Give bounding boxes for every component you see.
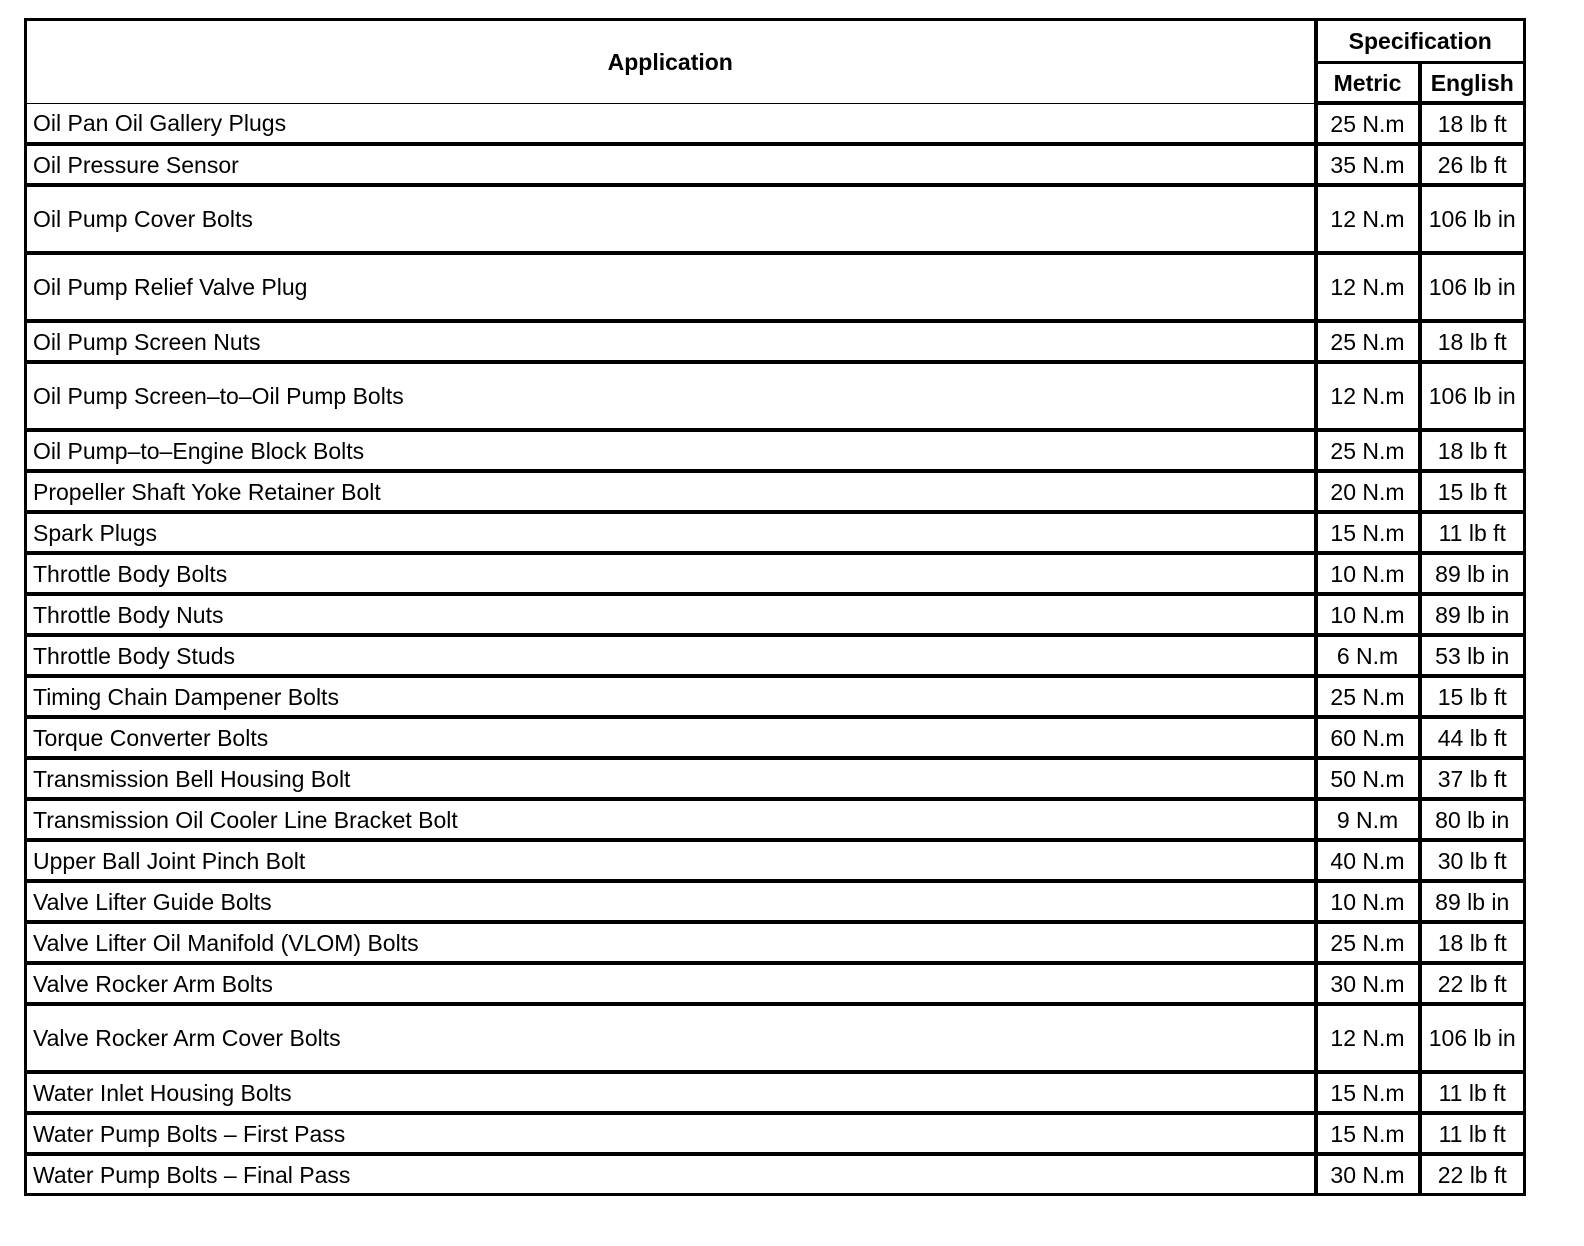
application-cell: Throttle Body Studs bbox=[26, 635, 1316, 676]
metric-cell: 40 N.m bbox=[1316, 840, 1420, 881]
metric-cell: 10 N.m bbox=[1316, 553, 1420, 594]
table-row bbox=[26, 963, 1525, 1004]
table-row bbox=[26, 553, 1525, 594]
metric-column-header: Metric bbox=[1316, 63, 1420, 104]
application-cell: Oil Pump–to–Engine Block Bolts bbox=[26, 430, 1316, 471]
table-row bbox=[26, 362, 1525, 430]
table-row bbox=[26, 635, 1525, 676]
table-row bbox=[26, 717, 1525, 758]
metric-cell: 12 N.m bbox=[1316, 253, 1420, 321]
table-row bbox=[26, 430, 1525, 471]
metric-cell: 10 N.m bbox=[1316, 881, 1420, 922]
application-cell: Valve Lifter Oil Manifold (VLOM) Bolts bbox=[26, 922, 1316, 963]
english-column-header: English bbox=[1420, 63, 1525, 104]
application-cell: Oil Pump Screen Nuts bbox=[26, 321, 1316, 362]
english-cell: 106 lb in bbox=[1420, 1004, 1525, 1072]
application-cell: Oil Pump Screen–to–Oil Pump Bolts bbox=[26, 362, 1316, 430]
english-cell: 26 lb ft bbox=[1420, 144, 1525, 185]
english-cell: 22 lb ft bbox=[1420, 1154, 1525, 1195]
application-cell: Water Inlet Housing Bolts bbox=[26, 1072, 1316, 1113]
table-row bbox=[26, 840, 1525, 881]
english-cell: 106 lb in bbox=[1420, 253, 1525, 321]
metric-cell: 20 N.m bbox=[1316, 471, 1420, 512]
metric-cell: 15 N.m bbox=[1316, 1113, 1420, 1154]
table-row bbox=[26, 471, 1525, 512]
table-row bbox=[26, 144, 1525, 185]
table-row bbox=[26, 594, 1525, 635]
application-cell: Oil Pump Relief Valve Plug bbox=[26, 253, 1316, 321]
table-row bbox=[26, 103, 1525, 144]
english-cell: 18 lb ft bbox=[1420, 922, 1525, 963]
metric-cell: 12 N.m bbox=[1316, 362, 1420, 430]
english-cell: 80 lb in bbox=[1420, 799, 1525, 840]
english-cell: 37 lb ft bbox=[1420, 758, 1525, 799]
metric-cell: 25 N.m bbox=[1316, 321, 1420, 362]
application-cell: Valve Rocker Arm Bolts bbox=[26, 963, 1316, 1004]
table-row bbox=[26, 758, 1525, 799]
application-cell: Transmission Bell Housing Bolt bbox=[26, 758, 1316, 799]
table-body bbox=[26, 103, 1525, 1195]
english-cell: 11 lb ft bbox=[1420, 512, 1525, 553]
metric-cell: 30 N.m bbox=[1316, 1154, 1420, 1195]
metric-cell: 30 N.m bbox=[1316, 963, 1420, 1004]
table-row bbox=[26, 1004, 1525, 1072]
metric-cell: 25 N.m bbox=[1316, 103, 1420, 144]
english-cell: 106 lb in bbox=[1420, 185, 1525, 253]
table-row bbox=[26, 253, 1525, 321]
application-cell: Valve Rocker Arm Cover Bolts bbox=[26, 1004, 1316, 1072]
english-cell: 18 lb ft bbox=[1420, 321, 1525, 362]
table-row bbox=[26, 185, 1525, 253]
table-header bbox=[26, 20, 1525, 104]
metric-cell: 25 N.m bbox=[1316, 922, 1420, 963]
english-cell: 18 lb ft bbox=[1420, 430, 1525, 471]
metric-cell: 60 N.m bbox=[1316, 717, 1420, 758]
english-cell: 89 lb in bbox=[1420, 553, 1525, 594]
metric-cell: 50 N.m bbox=[1316, 758, 1420, 799]
metric-cell: 12 N.m bbox=[1316, 185, 1420, 253]
table-row bbox=[26, 676, 1525, 717]
english-cell: 11 lb ft bbox=[1420, 1113, 1525, 1154]
application-cell: Throttle Body Bolts bbox=[26, 553, 1316, 594]
application-cell: Valve Lifter Guide Bolts bbox=[26, 881, 1316, 922]
application-cell: Oil Pressure Sensor bbox=[26, 144, 1316, 185]
english-cell: 44 lb ft bbox=[1420, 717, 1525, 758]
metric-cell: 10 N.m bbox=[1316, 594, 1420, 635]
application-cell: Oil Pan Oil Gallery Plugs bbox=[26, 103, 1316, 144]
metric-cell: 12 N.m bbox=[1316, 1004, 1420, 1072]
application-cell: Oil Pump Cover Bolts bbox=[26, 185, 1316, 253]
specification-column-header: Specification bbox=[1316, 20, 1525, 63]
application-column-header: Application bbox=[26, 20, 1316, 104]
metric-cell: 9 N.m bbox=[1316, 799, 1420, 840]
metric-cell: 35 N.m bbox=[1316, 144, 1420, 185]
english-cell: 30 lb ft bbox=[1420, 840, 1525, 881]
application-cell: Torque Converter Bolts bbox=[26, 717, 1316, 758]
application-cell: Upper Ball Joint Pinch Bolt bbox=[26, 840, 1316, 881]
application-cell: Transmission Oil Cooler Line Bracket Bolt bbox=[26, 799, 1316, 840]
header-row-top bbox=[26, 20, 1525, 63]
application-cell: Propeller Shaft Yoke Retainer Bolt bbox=[26, 471, 1316, 512]
table-row bbox=[26, 922, 1525, 963]
english-cell: 15 lb ft bbox=[1420, 471, 1525, 512]
application-cell: Timing Chain Dampener Bolts bbox=[26, 676, 1316, 717]
application-cell: Water Pump Bolts – First Pass bbox=[26, 1113, 1316, 1154]
torque-specifications-table bbox=[24, 18, 1526, 1196]
table-row bbox=[26, 799, 1525, 840]
metric-cell: 6 N.m bbox=[1316, 635, 1420, 676]
table-row bbox=[26, 1113, 1525, 1154]
english-cell: 53 lb in bbox=[1420, 635, 1525, 676]
metric-cell: 15 N.m bbox=[1316, 1072, 1420, 1113]
metric-cell: 15 N.m bbox=[1316, 512, 1420, 553]
english-cell: 22 lb ft bbox=[1420, 963, 1525, 1004]
english-cell: 15 lb ft bbox=[1420, 676, 1525, 717]
application-cell: Throttle Body Nuts bbox=[26, 594, 1316, 635]
english-cell: 18 lb ft bbox=[1420, 103, 1525, 144]
english-cell: 89 lb in bbox=[1420, 594, 1525, 635]
table-row bbox=[26, 881, 1525, 922]
table-row bbox=[26, 321, 1525, 362]
table-row bbox=[26, 1154, 1525, 1195]
application-cell: Spark Plugs bbox=[26, 512, 1316, 553]
table-row bbox=[26, 512, 1525, 553]
english-cell: 11 lb ft bbox=[1420, 1072, 1525, 1113]
table-row bbox=[26, 1072, 1525, 1113]
english-cell: 106 lb in bbox=[1420, 362, 1525, 430]
metric-cell: 25 N.m bbox=[1316, 676, 1420, 717]
english-cell: 89 lb in bbox=[1420, 881, 1525, 922]
metric-cell: 25 N.m bbox=[1316, 430, 1420, 471]
application-cell: Water Pump Bolts – Final Pass bbox=[26, 1154, 1316, 1195]
